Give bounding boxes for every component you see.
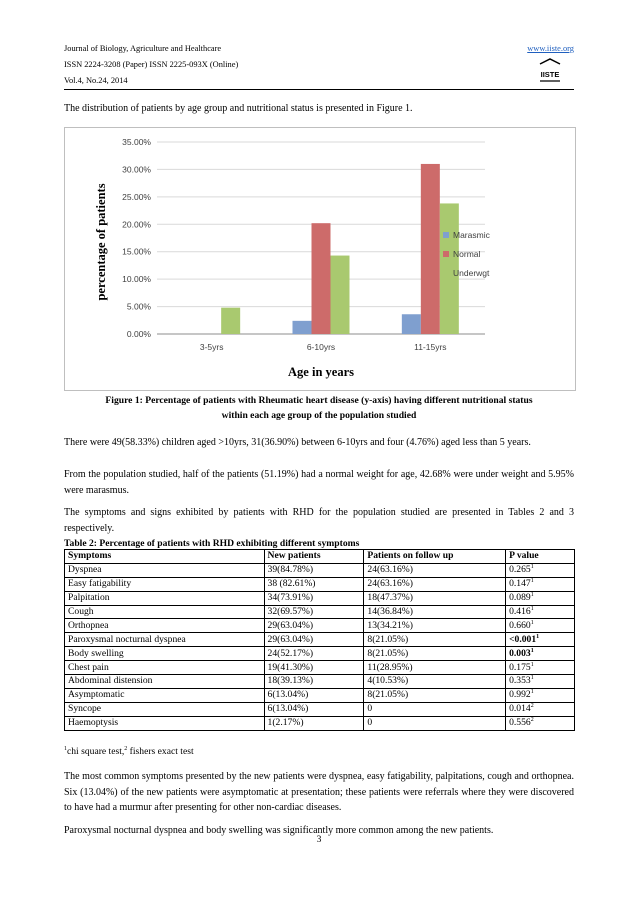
p-value-text: 0.660 xyxy=(509,619,531,631)
table-row xyxy=(65,647,575,661)
paragraph-common-symptoms: The most common symptoms presented by the new patients were dyspnea, easy fatigability, palpitations, cough and orthopnea. Six (13.04%) of the new patients were asymptomatic at presentation; these patients were referrals where they were discovered to have had a murmur after presenting for other non-cardiac diseases. xyxy=(64,771,574,813)
table-row xyxy=(65,633,575,647)
cell-follow-up: 4(10.53%) xyxy=(364,675,506,689)
paragraph-symptoms-intro: The symptoms and signs exhibited by patients with RHD for the population studied are presented in Tables 2 and 3 respectively. xyxy=(64,507,574,534)
paragraph-age-distribution: There were 49(58.33%) children aged >10yrs, 31(36.90%) between 6-10yrs and four (4.76%) aged less than 5 years. xyxy=(64,437,531,448)
p-value-text: <0.001 xyxy=(509,633,537,645)
journal-issn: ISSN 2224-3208 (Paper) ISSN 2225-093X (Online) xyxy=(64,60,239,69)
p-value-text: 0.147 xyxy=(509,578,531,590)
p-value-text: 0.265 xyxy=(509,564,531,576)
cell-symptom: Cough xyxy=(65,605,265,619)
legend-label-underwgt: Underwgt xyxy=(453,268,490,278)
table-row xyxy=(65,605,575,619)
paragraph-nutrition: From the population studied, half of the patients (51.19%) had a normal weight for age, 42.68% were under weight and 5.95% were marasmus. xyxy=(64,469,574,496)
cell-follow-up: 8(21.05%) xyxy=(364,633,506,647)
table-row xyxy=(65,619,575,633)
header-new-patients: New patients xyxy=(264,550,364,564)
header-rule xyxy=(64,89,574,90)
bar-marasmic-6-10yrs xyxy=(293,321,312,334)
journal-volume: Vol.4, No.24, 2014 xyxy=(64,76,128,85)
cell-symptom: Easy fatigability xyxy=(65,577,265,591)
y-tick-label: 5.00% xyxy=(126,301,151,312)
cell-new-patients: 6(13.04%) xyxy=(264,702,364,716)
p-value-text: 0.014 xyxy=(509,703,531,715)
p-value-text: 0.992 xyxy=(509,689,531,701)
header-follow-up: Patients on follow up xyxy=(364,550,506,564)
p-value-sup: 1 xyxy=(530,689,534,696)
bar-normal-6-10yrs xyxy=(312,223,331,334)
cell-symptom: Asymptomatic xyxy=(65,688,265,702)
paragraph-significance: Paroxysmal nocturnal dyspnea and body swelling was significantly more common among the new patients. xyxy=(64,825,494,836)
bar-underwgt-3-5yrs xyxy=(221,308,240,334)
p-value-sup: 1 xyxy=(530,564,534,571)
bar-underwgt-6-10yrs xyxy=(331,256,350,334)
table-row xyxy=(65,688,575,702)
y-tick-label: 10.00% xyxy=(122,274,151,285)
footnote-sup-1: 1 xyxy=(64,746,67,752)
cell-symptom: Syncope xyxy=(65,702,265,716)
y-tick-label: 15.00% xyxy=(122,246,151,257)
x-tick-label: 6-10yrs xyxy=(306,342,336,352)
page-number: 3 xyxy=(316,834,322,845)
cell-new-patients: 32(69.57%) xyxy=(264,605,364,619)
cell-follow-up: 18(47.37%) xyxy=(364,591,506,605)
cell-follow-up: 11(28.95%) xyxy=(364,661,506,675)
cell-new-patients: 38 (82.61%) xyxy=(264,577,364,591)
table-row xyxy=(65,563,575,577)
p-value-sup: 1 xyxy=(530,647,534,654)
cell-p-value xyxy=(506,716,575,730)
table-row xyxy=(65,716,575,730)
p-value-text: 0.089 xyxy=(509,592,531,604)
cell-p-value xyxy=(506,563,575,577)
figure-1-chart xyxy=(64,127,576,391)
y-tick-label: 20.00% xyxy=(122,219,151,230)
cell-p-value xyxy=(506,619,575,633)
footnote-chi-square: chi square test, xyxy=(67,746,125,757)
cell-symptom: Abdominal distension xyxy=(65,675,265,689)
p-value-sup: 1 xyxy=(530,619,534,626)
cell-new-patients: 18(39.13%) xyxy=(264,675,364,689)
symptoms-table xyxy=(64,549,575,731)
table-row xyxy=(65,661,575,675)
y-tick-label: 35.00% xyxy=(122,137,151,147)
cell-p-value xyxy=(506,702,575,716)
intro-text: The distribution of patients by age group and nutritional status is presented in Figure 1. xyxy=(64,103,413,114)
table-row xyxy=(65,675,575,689)
p-value-sup: 1 xyxy=(536,633,540,640)
p-value-text: 0.556 xyxy=(509,717,531,729)
x-tick-label: 11-15yrs xyxy=(414,342,447,352)
cell-symptom: Palpitation xyxy=(65,591,265,605)
cell-new-patients: 34(73.91%) xyxy=(264,591,364,605)
header-symptoms: Symptoms xyxy=(65,550,265,564)
cell-follow-up: 13(34.21%) xyxy=(364,619,506,633)
cell-symptom: Chest pain xyxy=(65,661,265,675)
legend-swatch-normal xyxy=(443,251,449,257)
cell-follow-up: 0 xyxy=(364,716,506,730)
journal-url-link[interactable]: www.iiste.org xyxy=(527,44,574,53)
cell-new-patients: 24(52.17%) xyxy=(264,647,364,661)
x-axis-title: Age in years xyxy=(288,365,354,379)
table-header-row xyxy=(65,550,575,564)
legend-label-normal: Normal xyxy=(453,249,481,259)
y-axis-title: percentage of patients xyxy=(94,183,108,301)
y-tick-label: 0.00% xyxy=(126,329,151,339)
bar-chart-svg xyxy=(65,128,575,390)
p-value-sup: 1 xyxy=(530,578,534,585)
cell-p-value xyxy=(506,675,575,689)
cell-follow-up: 14(36.84%) xyxy=(364,605,506,619)
cell-p-value xyxy=(506,633,575,647)
footnote-fishers: fishers exact test xyxy=(127,746,194,757)
cell-symptom: Dyspnea xyxy=(65,563,265,577)
bar-marasmic-11-15yrs xyxy=(402,314,421,334)
cell-new-patients: 39(84.78%) xyxy=(264,563,364,577)
svg-text:IISTE: IISTE xyxy=(540,70,560,79)
p-value-text: 0.003 xyxy=(509,647,531,659)
journal-title: Journal of Biology, Agriculture and Healthcare xyxy=(64,44,222,53)
legend-swatch-underwgt xyxy=(443,270,449,276)
cell-follow-up: 8(21.05%) xyxy=(364,688,506,702)
table-row xyxy=(65,702,575,716)
cell-symptom: Haemoptysis xyxy=(65,716,265,730)
figure-caption-line-1: Figure 1: Percentage of patients with Rheumatic heart disease (y-axis) having different nutritional status xyxy=(105,395,533,406)
cell-symptom: Body swelling xyxy=(65,647,265,661)
table-body xyxy=(65,563,575,730)
cell-symptom: Orthopnea xyxy=(65,619,265,633)
table-2-caption: Table 2: Percentage of patients with RHD exhibiting different symptoms xyxy=(64,538,360,549)
p-value-text: 0.175 xyxy=(509,661,531,673)
cell-p-value xyxy=(506,591,575,605)
cell-symptom: Paroxysmal nocturnal dyspnea xyxy=(65,633,265,647)
footnote-sup-2: 2 xyxy=(124,746,128,752)
cell-p-value xyxy=(506,647,575,661)
cell-p-value xyxy=(506,688,575,702)
cell-follow-up: 8(21.05%) xyxy=(364,647,506,661)
figure-caption-line-2: within each age group of the population studied xyxy=(221,410,417,421)
table-row xyxy=(65,577,575,591)
bar-normal-11-15yrs xyxy=(421,164,440,334)
y-tick-label: 30.00% xyxy=(122,164,151,175)
cell-follow-up: 0 xyxy=(364,702,506,716)
y-tick-label: 25.00% xyxy=(122,191,151,202)
cell-follow-up: 24(63.16%) xyxy=(364,563,506,577)
table-row xyxy=(65,591,575,605)
cell-new-patients: 29(63.04%) xyxy=(264,619,364,633)
iiste-logo xyxy=(538,58,562,86)
cell-new-patients: 29(63.04%) xyxy=(264,633,364,647)
cell-new-patients: 1(2.17%) xyxy=(264,716,364,730)
cell-p-value xyxy=(506,661,575,675)
x-tick-label: 3-5yrs xyxy=(199,342,224,352)
cell-follow-up: 24(63.16%) xyxy=(364,577,506,591)
cell-new-patients: 6(13.04%) xyxy=(264,688,364,702)
legend-swatch-marasmic xyxy=(443,232,449,238)
p-value-sup: 1 xyxy=(530,592,534,599)
p-value-sup: 2 xyxy=(530,717,534,724)
p-value-text: 0.416 xyxy=(509,606,531,617)
table-footnote xyxy=(64,746,194,757)
cell-p-value xyxy=(506,605,575,619)
cell-new-patients: 19(41.30%) xyxy=(264,661,364,675)
p-value-text: 0.353 xyxy=(509,675,531,687)
p-value-sup: 1 xyxy=(530,675,534,682)
legend-label-marasmic: Marasmic xyxy=(453,230,490,240)
p-value-sup: 2 xyxy=(530,703,534,710)
p-value-sup: 1 xyxy=(530,606,534,612)
cell-p-value xyxy=(506,577,575,591)
p-value-sup: 1 xyxy=(530,661,534,668)
header-p-value: P value xyxy=(506,550,575,564)
